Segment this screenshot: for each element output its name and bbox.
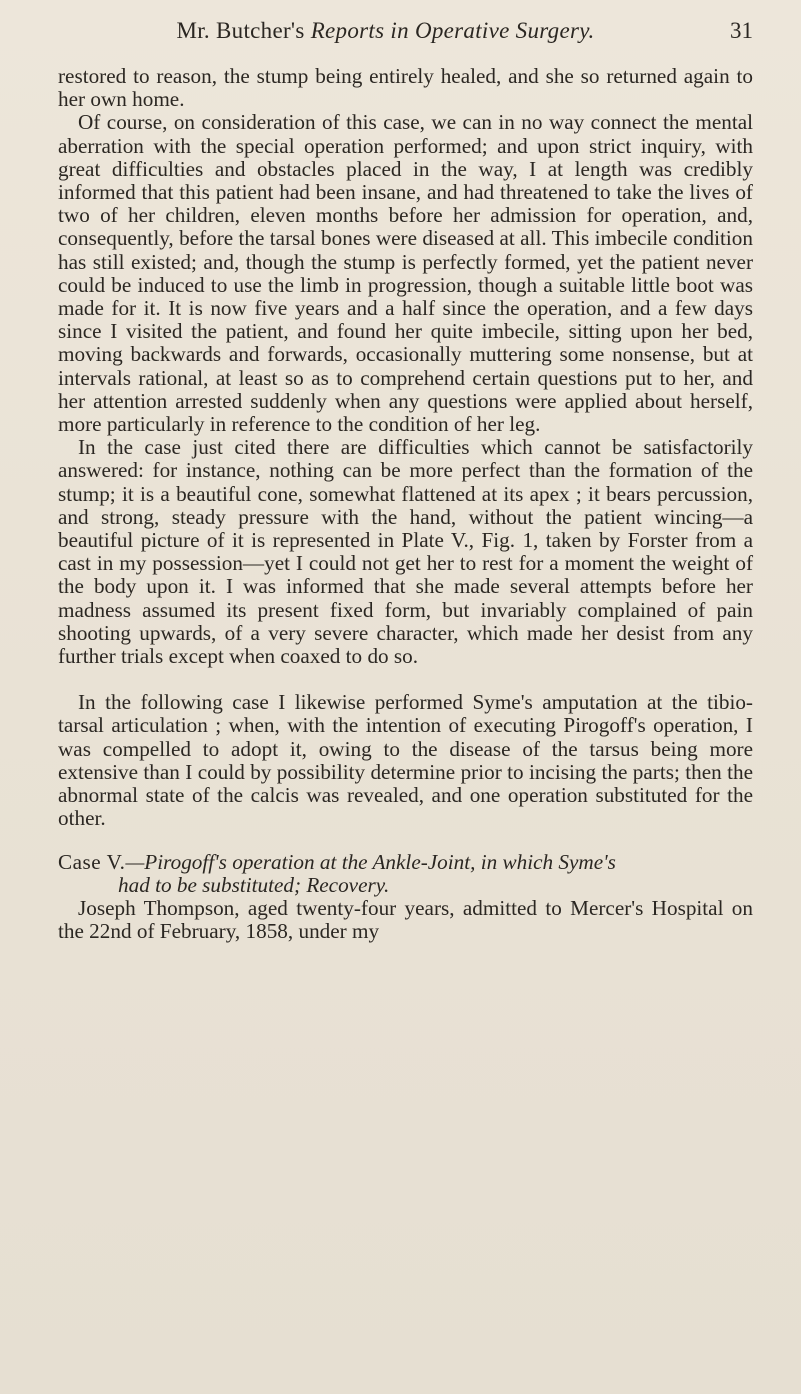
header-title-italic: Reports in Operative Surgery. [310, 18, 595, 43]
page-body [58, 65, 753, 943]
paragraph-2: Of course, on consideration of this case, we can in no way connect the mental aberration with the special operation performed; and upon strict inquiry, with great difficulties and obstacles placed in the way, I at length was credibly informed that this patient had been insane, and had threatened to take the lives of two of her children, eleven months before her admission for operation, and, consequently, before the tarsal bones were diseased at all. This imbecile condition has still existed; and, though the stump is perfectly formed, yet the patient never could be induced to use the limb in progression, though a suitable little boot was made for it. It is now five years and a half since the operation, and a few days since I visited the patient, and found her quite imbecile, sitting upon her bed, moving backwards and forwards, occasionally muttering some nonsense, but at intervals rational, at least so as to comprehend certain questions put to her, and her attention arrested suddenly when any questions were applied about herself, more particularly in reference to the condition of her leg. [58, 110, 753, 437]
paragraph-3: In the case just cited there are difficulties which cannot be satisfactorily answered: for instance, nothing can be more perfect than the formation of the stump; it is a beautiful cone, somewhat flattened at its apex ; it bears percussion, and strong, steady pressure with the hand, without the patient wincing—a beautiful picture of it is represented in Plate V., Fig. 1, taken by Forster from a cast in my possession—yet I could not get her to rest for a moment the weight of the body upon it. I was informed that she made several attempts before her madness assumed its present fixed form, but invariably complained of pain shooting upwards, of a very severe character, which made her desist from any further trials except when coaxed to do so. [58, 435, 753, 669]
case-heading [58, 851, 753, 897]
header-author: Mr. Butcher's [176, 18, 305, 43]
page-number: 31 [730, 18, 753, 43]
closing-paragraph: Joseph Thompson, aged twenty-four years, admitted to Mercer's Hospital on the 22nd of February, 1858, under my [58, 895, 753, 944]
case-number: Case V. [58, 849, 126, 874]
case-title-line-2: had to be substituted; Recovery. [118, 872, 390, 897]
case-title-line-1: —Pirogoff's operation at the Ankle-Joint, in which Syme's [125, 849, 616, 874]
running-title [58, 18, 713, 44]
running-header [58, 18, 753, 54]
paragraph-4: In the following case I likewise performed Syme's amputation at the tibio-tarsal articulation ; when, with the intention of executing Pirogoff's operation, I was compelled to adopt it, owing to the disease of the tarsus being more extensive than I could by possibility determine prior to incising the parts; then the abnormal state of the calcis was revealed, and one operation substituted for the other. [58, 690, 753, 831]
paragraph-1: restored to reason, the stump being entirely healed, and she so returned again to her own home. [58, 64, 753, 112]
